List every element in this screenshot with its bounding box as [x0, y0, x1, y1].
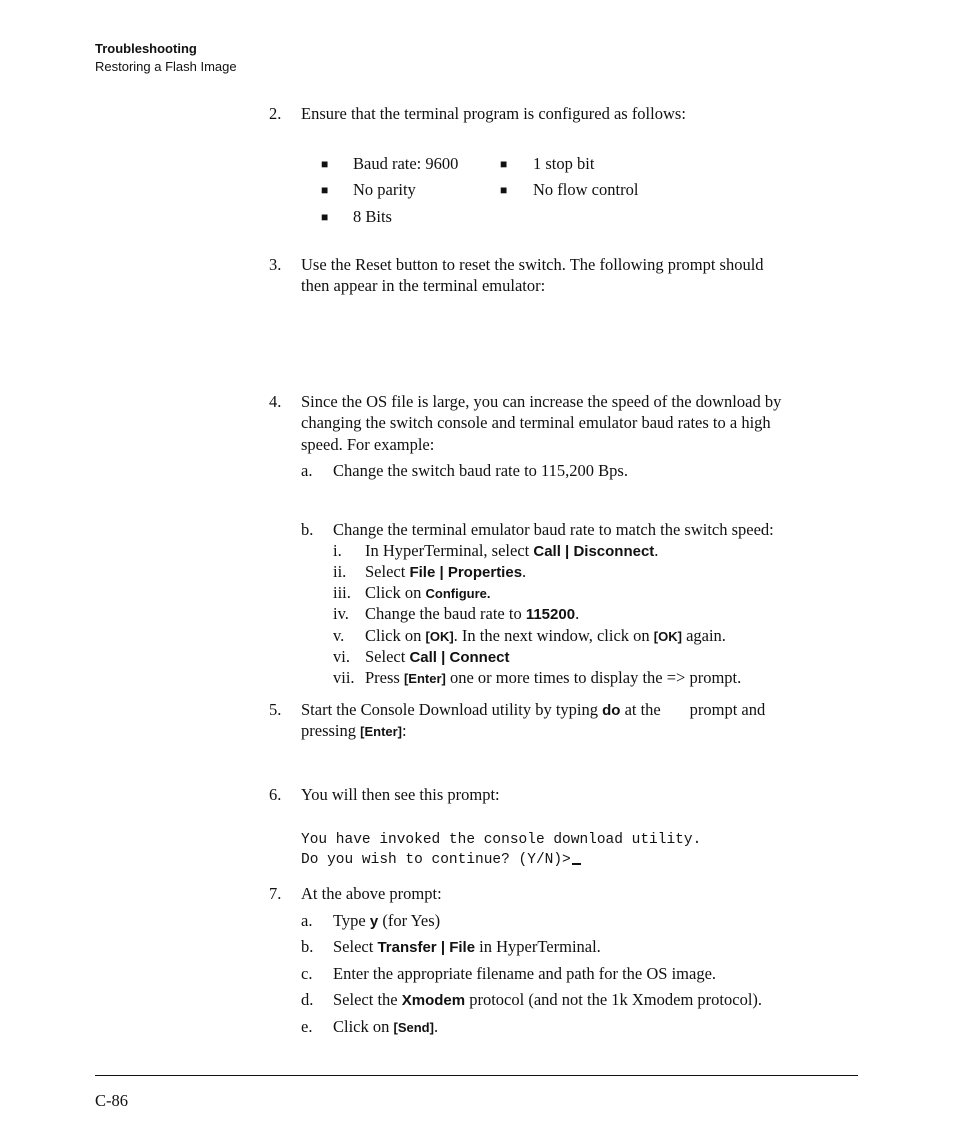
bullet-icon: ■: [321, 183, 329, 197]
roman-label: iii.: [333, 583, 351, 602]
substep-text: Click on [Send].: [333, 1017, 439, 1036]
substep-text: Select the Xmodem protocol (and not the 1k Xmodem protocol).: [333, 990, 763, 1009]
footer-rule: [95, 1075, 858, 1076]
bullet-icon: ■: [321, 210, 329, 224]
setting-item: 8 Bits: [353, 207, 392, 226]
step-number: 3.: [269, 255, 282, 274]
roman-label: vi.: [333, 647, 350, 666]
roman-text: In HyperTerminal, select Call | Disconnect.: [365, 541, 659, 560]
setting-item: No parity: [353, 180, 416, 199]
step-text: Use the Reset button to reset the switch. The following prompt should: [301, 255, 764, 274]
substep-text: Type y (for Yes): [333, 911, 441, 930]
bullet-icon: ■: [500, 157, 508, 171]
roman-label: v.: [333, 626, 345, 645]
menu-file: File: [409, 564, 436, 581]
menu-file: File: [449, 939, 476, 956]
substep-label: d.: [301, 990, 314, 1009]
section-title: Troubleshooting: [95, 41, 197, 56]
roman-text: Change the baud rate to 115200.: [365, 604, 580, 623]
menu-disconnect: Disconnect: [573, 543, 655, 560]
page-number: C-86: [95, 1091, 128, 1110]
substep-text: Select Transfer | File in HyperTerminal.: [333, 937, 601, 956]
roman-label: ii.: [333, 562, 347, 581]
step-number: 7.: [269, 884, 282, 903]
menu-connect: Connect: [449, 649, 510, 666]
protocol-xmodem: Xmodem: [401, 992, 466, 1009]
button-configure: Configure.: [425, 586, 491, 601]
bullet-icon: ■: [500, 183, 508, 197]
command-do: do: [602, 702, 621, 719]
button-ok: [OK]: [425, 629, 454, 644]
key-enter: [Enter]: [360, 724, 403, 739]
step-text: At the above prompt:: [301, 884, 442, 903]
substep-label: a.: [301, 911, 313, 930]
cursor-icon: [572, 863, 581, 865]
step-number: 4.: [269, 392, 282, 411]
menu-call: Call: [533, 543, 561, 560]
step-text: Ensure that the terminal program is configured as follows:: [301, 104, 686, 123]
roman-label: i.: [333, 541, 342, 560]
menu-transfer: Transfer: [377, 939, 437, 956]
console-prompt: Do you wish to continue? (Y/N)>: [301, 850, 581, 870]
roman-text: Click on [OK]. In the next window, click on [OK] again.: [365, 626, 726, 645]
baud-value: 115200: [525, 606, 576, 623]
roman-label: iv.: [333, 604, 349, 623]
roman-text: Click on Configure.: [365, 583, 491, 602]
roman-text: Select Call | Connect: [365, 647, 510, 666]
step-text: Since the OS file is large, you can increase the speed of the download by: [301, 392, 782, 411]
step-number: 2.: [269, 104, 282, 123]
substep-label: c.: [301, 964, 313, 983]
step-text: pressing [Enter]:: [301, 721, 407, 740]
menu-properties: Properties: [447, 564, 523, 581]
roman-text: Press [Enter] one or more times to display the => prompt.: [365, 668, 742, 687]
substep-label: b.: [301, 937, 314, 956]
key-enter: [Enter]: [403, 671, 446, 686]
menu-call: Call: [409, 649, 437, 666]
substep-text: Change the switch baud rate to 115,200 Bps.: [333, 461, 628, 480]
subsection-title: Restoring a Flash Image: [95, 59, 237, 74]
substep-text: Change the terminal emulator baud rate to match the switch speed:: [333, 520, 774, 539]
setting-item: No flow control: [533, 180, 639, 199]
bullet-icon: ■: [321, 157, 329, 171]
roman-label: vii.: [333, 668, 355, 687]
roman-text: Select File | Properties.: [365, 562, 527, 581]
substep-text: Enter the appropriate filename and path for the OS image.: [333, 964, 717, 983]
step-text: speed. For example:: [301, 435, 435, 454]
step-text: then appear in the terminal emulator:: [301, 276, 546, 295]
step-number: 6.: [269, 785, 282, 804]
substep-label: a.: [301, 461, 313, 480]
key-y: y: [369, 913, 379, 930]
console-output: You have invoked the console download utility.: [301, 832, 702, 848]
substep-label: b.: [301, 520, 314, 539]
substep-label: e.: [301, 1017, 313, 1036]
setting-item: 1 stop bit: [533, 154, 595, 173]
step-text: changing the switch console and terminal emulator baud rates to a high: [301, 413, 771, 432]
button-ok: [OK]: [653, 629, 682, 644]
step-number: 5.: [269, 700, 282, 719]
step-text: Start the Console Download utility by typing do at the prompt and: [301, 700, 766, 719]
setting-item: Baud rate: 9600: [353, 154, 459, 173]
button-send: [Send]: [393, 1020, 434, 1035]
step-text: You will then see this prompt:: [301, 785, 500, 804]
